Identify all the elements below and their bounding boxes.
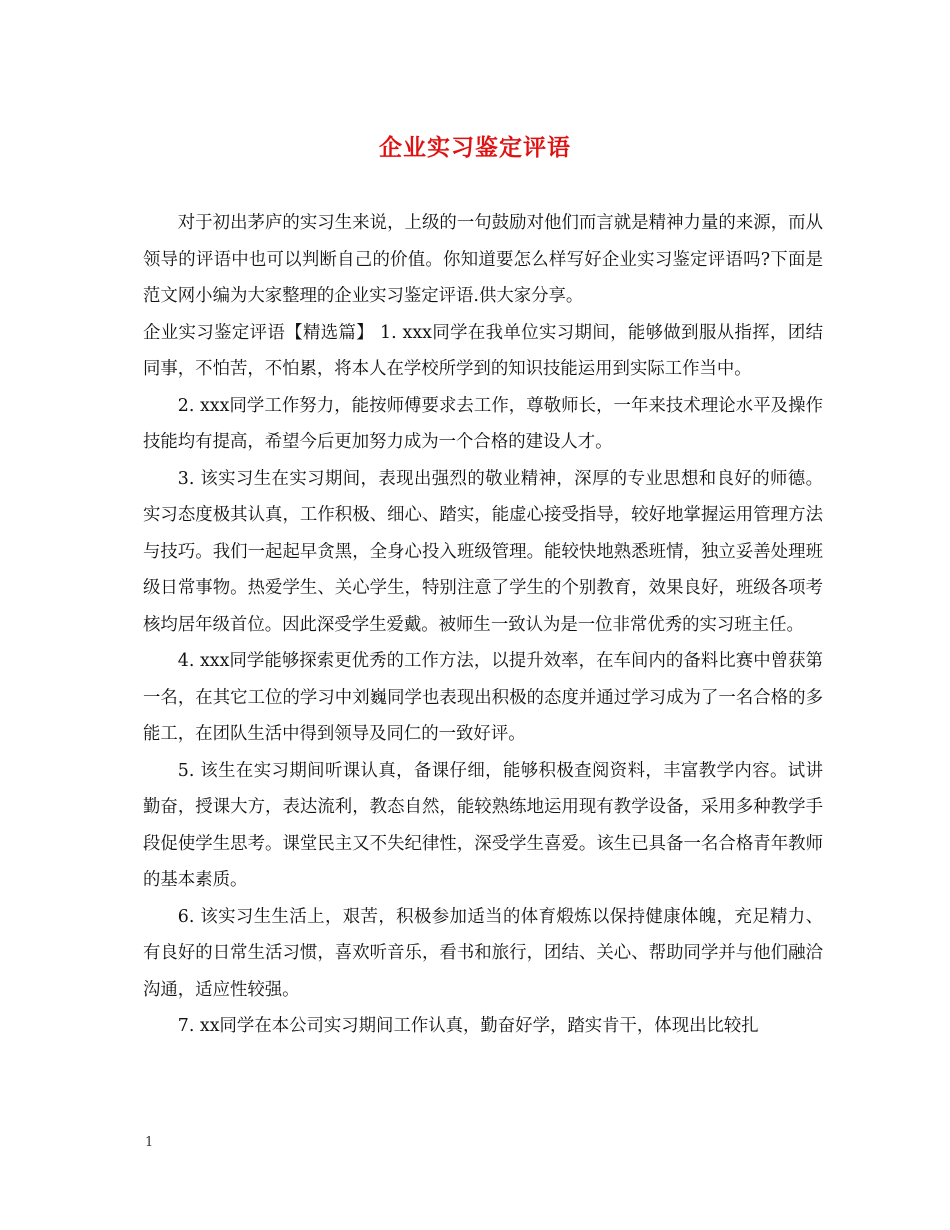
item-paragraph-3: 3. 该实习生在实习期间，表现出强烈的敬业精神，深厚的专业思想和良好的师德。实习态度极其认真，工作积极、细心、踏实，能虚心接受指导，较好地掌握运用管理方法与技巧。我们一起起早贪黑，全身心投入班级管理。能较快地熟悉班情，独立妥善处理班级日常事物。热爱学生、关心学生，特别注意了学生的个别教育，效果良好，班级各项考核均居年级首位。因此深受学生爱戴。被师生一致认为是一位非常优秀的实习班主任。 [143,468,823,635]
item-paragraph-4: 4. xxx同学能够探索更优秀的工作方法，以提升效率，在车间内的备料比赛中曾获第一名，在其它工位的学习中刘巍同学也表现出积极的态度并通过学习成为了一名合格的多能工，在团队生活中得到领导及同仁的一致好评。 [143,651,823,744]
item-paragraph-6: 6. 该实习生生活上，艰苦，积极参加适当的体育煅炼以保持健康体魄，充足精力、有良好的日常生活习惯，喜欢听音乐，看书和旅行，团结、关心、帮助同学并与他们融洽沟通，适应性较强。 [143,906,823,1000]
item-paragraph-5: 5. 该生在实习期间听课认真，备课仔细，能够积极查阅资料，丰富教学内容。试讲勤奋，授课大方，表达流利，教态自然，能较熟练地运用现有教学设备，采用多种教学手段促使学生思考。课堂民主又不失纪律性，深受学生喜爱。该生已具备一名合格青年教师的基本素质。 [143,760,823,890]
section-heading: 企业实习鉴定评语【精选篇】 [143,322,375,343]
item-paragraph-2: 2. xxx同学工作努力，能按师傅要求去工作，尊敬师长，一年来技术理论水平及操作技能均有提高，希望今后更加努力成为一个合格的建设人才。 [143,395,823,452]
item-paragraph-7: 7. xx同学在本公司实习期间工作认真，勤奋好学，踏实肯干，体现出比较扎 [177,1016,759,1036]
document-title: 企业实习鉴定评语 [379,134,571,161]
page-number: 1 [145,1135,154,1150]
document-body [143,205,823,1045]
intro-paragraph: 对于初出茅庐的实习生来说，上级的一句鼓励对他们而言就是精神力量的来源，而从领导的评语中也可以判断自己的价值。你知道要怎么样写好企业实习鉴定评语吗?下面是范文网小编为大家整理的企业实习鉴定评语.供大家分享。 [143,213,823,306]
section-first-paragraph [143,315,823,388]
item-1-text: 1. xxx同学在我单位实习期间，能够做到服从指挥，团结同事，不怕苦，不怕累，将本人在学校所学到的知识技能运用到实际工作当中。 [143,322,824,379]
